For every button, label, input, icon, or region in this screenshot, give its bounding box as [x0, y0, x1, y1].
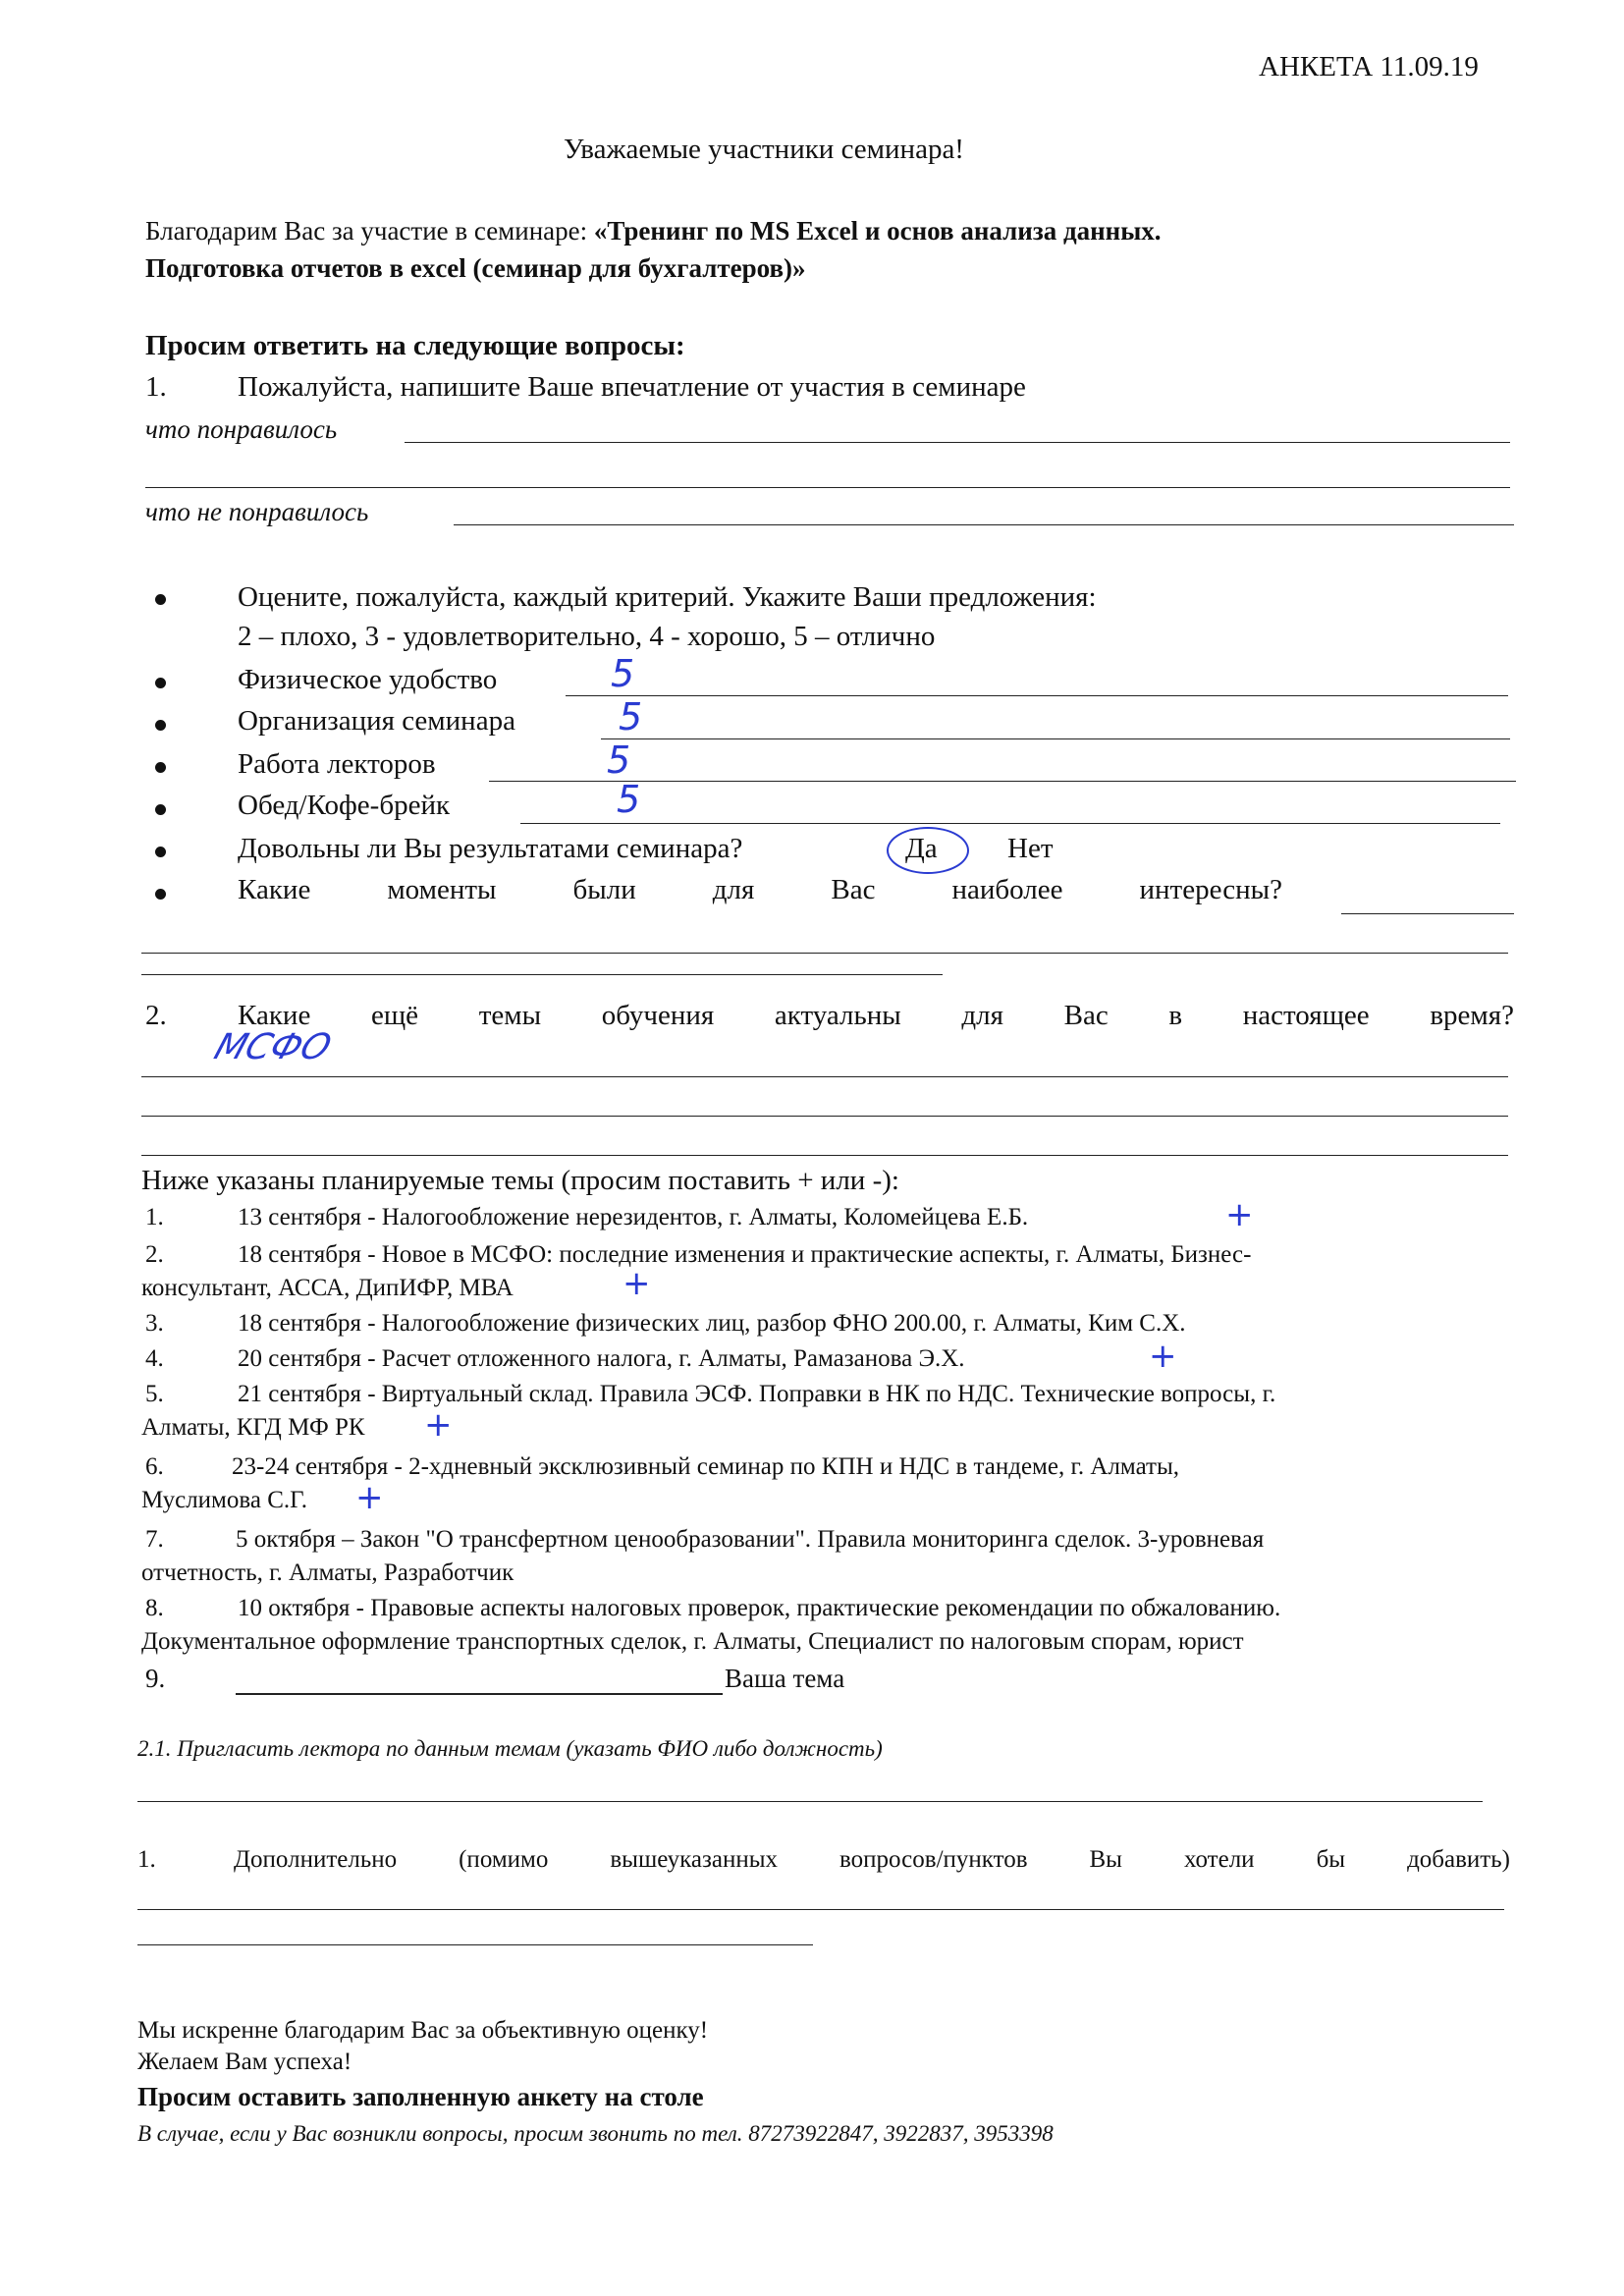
topic-item-3: [145, 1310, 1186, 1338]
q2-answer-line[interactable]: [141, 1076, 1508, 1077]
rating-line-lecturers[interactable]: [489, 781, 1516, 782]
questions-heading: Просим ответить на следующие вопросы:: [145, 330, 685, 361]
word: были: [572, 874, 636, 905]
invite-answer-line[interactable]: [137, 1801, 1483, 1802]
topic-item-8-cont: Документальное оформление транспортных сделок, г. Алматы, Специалист по налоговым спорам, юрист: [141, 1628, 1244, 1655]
rating-line-organization[interactable]: [601, 738, 1510, 739]
rating-line-lunch[interactable]: [520, 823, 1500, 824]
additional-question: [234, 1846, 1510, 1874]
rating-label-lunch: Обед/Кофе-брейк: [238, 790, 451, 821]
thanks-prefix: Благодарим Вас за участие в семинаре:: [145, 216, 594, 246]
ratings-scale: 2 – плохо, 3 - удовлетворительно, 4 - хорошо, 5 – отлично: [238, 621, 936, 652]
topic-mark-4: +: [1149, 1337, 1177, 1376]
additional-number: 1.: [137, 1846, 156, 1873]
word: вышеуказанных: [610, 1846, 779, 1873]
liked-answer-line[interactable]: [405, 442, 1510, 443]
topic-item-2-cont: консультант, АССА, ДипИФР, МВА: [141, 1275, 514, 1301]
word: для: [961, 1000, 1003, 1031]
ratings-intro: Оцените, пожалуйста, каждый критерий. Укажите Ваши предложения:: [238, 581, 1097, 613]
topic-item-7-cont: отчетность, г. Алматы, Разработчик: [141, 1559, 514, 1586]
q2-answer-line-3[interactable]: [141, 1155, 1508, 1156]
q1-number: 1.: [145, 371, 167, 403]
q2-question: [238, 1000, 1514, 1032]
topic-item-6-cont: Муслимова С.Г.: [141, 1487, 308, 1513]
q2-answer-line-2[interactable]: [141, 1116, 1508, 1117]
word: вопросов/пунктов: [839, 1846, 1028, 1873]
word: в: [1168, 1000, 1183, 1031]
disliked-label: что не понравилось: [145, 497, 369, 526]
topic-item-8: [145, 1595, 1280, 1622]
disliked-answer-line[interactable]: [454, 524, 1514, 525]
footer-wish: Желаем Вам успеха!: [137, 2049, 352, 2075]
word: для: [712, 874, 755, 905]
topic-text: - Налогообложение физических лиц, разбор ФНО 200.00, г. Алматы, Ким С.Х.: [360, 1310, 1186, 1337]
invite-lecturer-prompt: 2.1. Пригласить лектора по данным темам (указать ФИО либо должность): [137, 1736, 883, 1761]
word: время?: [1430, 1000, 1514, 1031]
topic-item-1: [145, 1204, 1028, 1231]
topic-date: 5 октября: [236, 1526, 336, 1553]
footer-thanks: Мы искренне благодарим Вас за объективную оценку!: [137, 2017, 709, 2044]
satisfied-question: Довольны ли Вы результатами семинара?: [238, 833, 743, 864]
word: моменты: [387, 874, 497, 905]
word: Вас: [1063, 1000, 1109, 1031]
word: Вы: [1089, 1846, 1122, 1873]
rating-label-physical: Физическое удобство: [238, 664, 498, 695]
topic-date: 21 сентября: [238, 1381, 361, 1407]
topic-item-4: [145, 1345, 965, 1373]
word: (помимо: [459, 1846, 549, 1873]
bullet: [155, 762, 166, 773]
word: бы: [1316, 1846, 1346, 1873]
word: интересны?: [1139, 874, 1282, 905]
rating-line-physical[interactable]: [566, 695, 1508, 696]
word: настоящее: [1242, 1000, 1370, 1031]
topic-number: 2.: [145, 1241, 164, 1268]
footer-leave-on-table: Просим оставить заполненную анкету на столе: [137, 2082, 704, 2111]
q2-handwritten-answer: МСФО: [209, 1027, 337, 1067]
bullet: [155, 804, 166, 815]
rating-answer-lunch: 5: [617, 778, 641, 821]
word: актуальны: [774, 1000, 901, 1031]
bullet: [155, 594, 166, 605]
topic-number: 4.: [145, 1345, 164, 1372]
topic-number: 8.: [145, 1595, 164, 1621]
topic-mark-5: +: [424, 1405, 453, 1445]
topic-item-9-line[interactable]: [236, 1693, 723, 1695]
topic-date: 13 сентября: [238, 1204, 361, 1230]
rating-label-lecturers: Работа лекторов: [238, 748, 436, 780]
liked-label: что понравилось: [145, 414, 338, 444]
footer-contact: В случае, если у Вас возникли вопросы, просим звонить по тел. 87273922847, 3922837, 3953398: [137, 2121, 1054, 2146]
rating-answer-organization: 5: [619, 695, 643, 738]
word: ещё: [370, 1000, 419, 1031]
word: добавить): [1407, 1846, 1510, 1873]
seminar-title-line1: «Тренинг по MS Excel и основ анализа данных.: [593, 216, 1162, 246]
topic-text: – Закон "О трансфертном ценообразовании". Правила мониторинга сделок. 3-уровневая: [335, 1526, 1265, 1553]
topic-mark-2: +: [623, 1264, 651, 1303]
topic-mark-6: +: [355, 1478, 384, 1517]
q1-text: Пожалуйста, напишите Ваше впечатление от участия в семинаре: [238, 371, 1026, 403]
bullet: [155, 678, 166, 688]
satisfied-yes[interactable]: Да: [905, 833, 938, 864]
rating-label-organization: Организация семинара: [238, 705, 515, 737]
topic-number: 3.: [145, 1310, 164, 1337]
topic-text: - Новое в МСФО: последние изменения и практические аспекты, г. Алматы, Бизнес-: [360, 1241, 1252, 1268]
additional-answer-line-2[interactable]: [137, 1944, 813, 1945]
topic-item-7: [145, 1526, 1264, 1554]
topic-mark-1: +: [1225, 1195, 1254, 1234]
topic-item-5: [145, 1381, 1275, 1408]
form-id: АНКЕТА 11.09.19: [1259, 51, 1479, 82]
topic-number: 7.: [145, 1526, 164, 1553]
topic-number: 5.: [145, 1381, 164, 1407]
interesting-answer-line-2[interactable]: [141, 953, 1508, 954]
topic-item-2: [145, 1241, 1251, 1269]
seminar-title-line2: Подготовка отчетов в excel (семинар для бухгалтеров)»: [145, 253, 806, 283]
satisfied-no[interactable]: Нет: [1007, 833, 1054, 864]
word: хотели: [1183, 1846, 1255, 1873]
q2-number: 2.: [145, 1000, 167, 1031]
topic-text: - Налогообложение нерезидентов, г. Алматы, Коломейцева Е.Б.: [360, 1204, 1029, 1230]
topic-date: 23-24 сентября: [232, 1453, 389, 1480]
topics-heading: Ниже указаны планируемые темы (просим поставить + или -):: [141, 1165, 899, 1196]
topic-text: - Правовые аспекты налоговых проверок, практические рекомендации по обжалованию.: [350, 1595, 1281, 1621]
topic-item-9-label: Ваша тема: [725, 1664, 845, 1693]
topic-date: 18 сентября: [238, 1241, 361, 1268]
topic-text: - Виртуальный склад. Правила ЭСФ. Поправки в НК по НДС. Технические вопросы, г.: [360, 1381, 1276, 1407]
topic-number: 1.: [145, 1204, 164, 1230]
topic-text: - Расчет отложенного налога, г. Алматы, Рамазанова Э.Х.: [360, 1345, 965, 1372]
word: Какие: [238, 874, 311, 905]
additional-answer-line[interactable]: [137, 1909, 1504, 1910]
topic-item-6: [145, 1453, 1179, 1481]
word: наиболее: [951, 874, 1063, 905]
bullet: [155, 720, 166, 731]
interesting-question: [238, 874, 1282, 906]
bullet: [155, 889, 166, 900]
rating-answer-physical: 5: [611, 652, 635, 695]
rating-answer-lecturers: 5: [607, 738, 631, 782]
interesting-answer-line-3[interactable]: [141, 974, 943, 975]
greeting-title: Уважаемые участники семинара!: [564, 134, 964, 165]
word: обучения: [601, 1000, 715, 1031]
seminar-intro: [145, 216, 1162, 246]
word: Какие: [238, 1000, 311, 1031]
word: темы: [478, 1000, 542, 1031]
liked-answer-line-2[interactable]: [145, 487, 1510, 488]
topic-date: 10 октября: [238, 1595, 351, 1621]
interesting-answer-line[interactable]: [1341, 913, 1514, 914]
topic-item-5-cont: Алматы, КГД МФ РК: [141, 1414, 365, 1441]
topic-text: - 2-хдневный эксклюзивный семинар по КПН и НДС в тандеме, г. Алматы,: [388, 1453, 1180, 1480]
topic-date: 20 сентября: [238, 1345, 361, 1372]
word: Дополнительно: [234, 1846, 398, 1873]
topic-item-9-number: 9.: [145, 1664, 166, 1693]
topic-number: 6.: [145, 1453, 164, 1480]
bullet: [155, 847, 166, 857]
word: Вас: [831, 874, 876, 905]
topic-date: 18 сентября: [238, 1310, 361, 1337]
